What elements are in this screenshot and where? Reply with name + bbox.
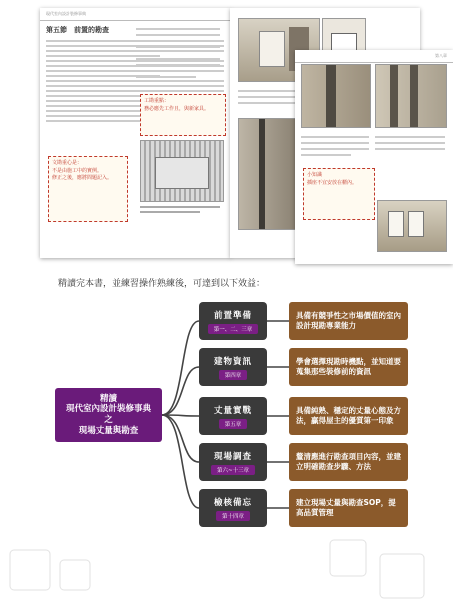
decorative-squares [0, 530, 453, 600]
tip-box: 小知識 插座不宜安放在櫃內。 [303, 168, 375, 220]
branch-title: 現場調查 [213, 451, 252, 462]
result-box: 學會選擇現勘時機點，並知道要蒐集那些裝修前的資訊 [289, 348, 408, 386]
text-line [301, 136, 369, 138]
branch-hub [199, 443, 267, 481]
chapter-tag: 第十四章 [216, 511, 250, 521]
branch-hub [199, 397, 267, 435]
note-box-mid: 工勘重點： 務必應先工作且，與新家具。 [140, 94, 226, 136]
chapter-tag: 第五章 [219, 419, 248, 429]
branch-title: 建物資訊 [213, 356, 252, 367]
page-header: 第八章 [295, 50, 453, 63]
chapter-tag: 第四章 [219, 370, 248, 380]
branch-hub [199, 489, 267, 527]
branch-title: 前置準備 [213, 310, 252, 321]
wall-photo-2 [375, 64, 447, 128]
center-line: 精讀 [99, 393, 117, 404]
text-line [375, 148, 445, 150]
right-page [295, 50, 453, 264]
text-line [301, 154, 351, 156]
text-line [301, 148, 369, 150]
text-line [375, 136, 445, 138]
branch-title: 檢核備忘 [213, 497, 252, 508]
text-line [375, 142, 445, 144]
chapter-tag: 第一、二、三章 [208, 324, 259, 334]
socket-photo [377, 200, 447, 252]
result-box: 具備純熟、穩定的丈量心態及方法，贏得屋主的優質第一印象 [289, 397, 408, 435]
center-line: 現場丈量與勘查 [78, 425, 139, 436]
center-title-box [55, 388, 162, 442]
chapter-tag: 第六~十三章 [211, 465, 255, 475]
branch-hub [199, 348, 267, 386]
result-box: 具備有競爭性之市場價值的室內設計現勘專業能力 [289, 302, 408, 340]
center-line: 之 [104, 415, 113, 425]
wall-photo-1 [301, 64, 371, 128]
connector-curve [162, 415, 199, 508]
center-line: 現代室內設計裝修事典 [65, 404, 151, 415]
branch-hub [199, 302, 267, 340]
result-box: 釐清應進行勘查項目內容，並建立明確勘查步驟、方法 [289, 443, 408, 481]
section-title: 第五節 前置的勘查 [46, 26, 109, 34]
text-line [301, 142, 369, 144]
note-box-left: 文勘重心是： 不是由施工中的實例。 修正之後，應將問題記入。 [48, 156, 128, 222]
result-box: 建立現場丈量與勘查SOP，提高品質管理 [289, 489, 408, 527]
intro-text: 精讀完本書，並練習操作熟練後，可達到以下效益： [58, 279, 266, 289]
page-header: 現代室內設計裝修事典 [40, 8, 230, 21]
branch-title: 丈量實戰 [213, 405, 252, 416]
